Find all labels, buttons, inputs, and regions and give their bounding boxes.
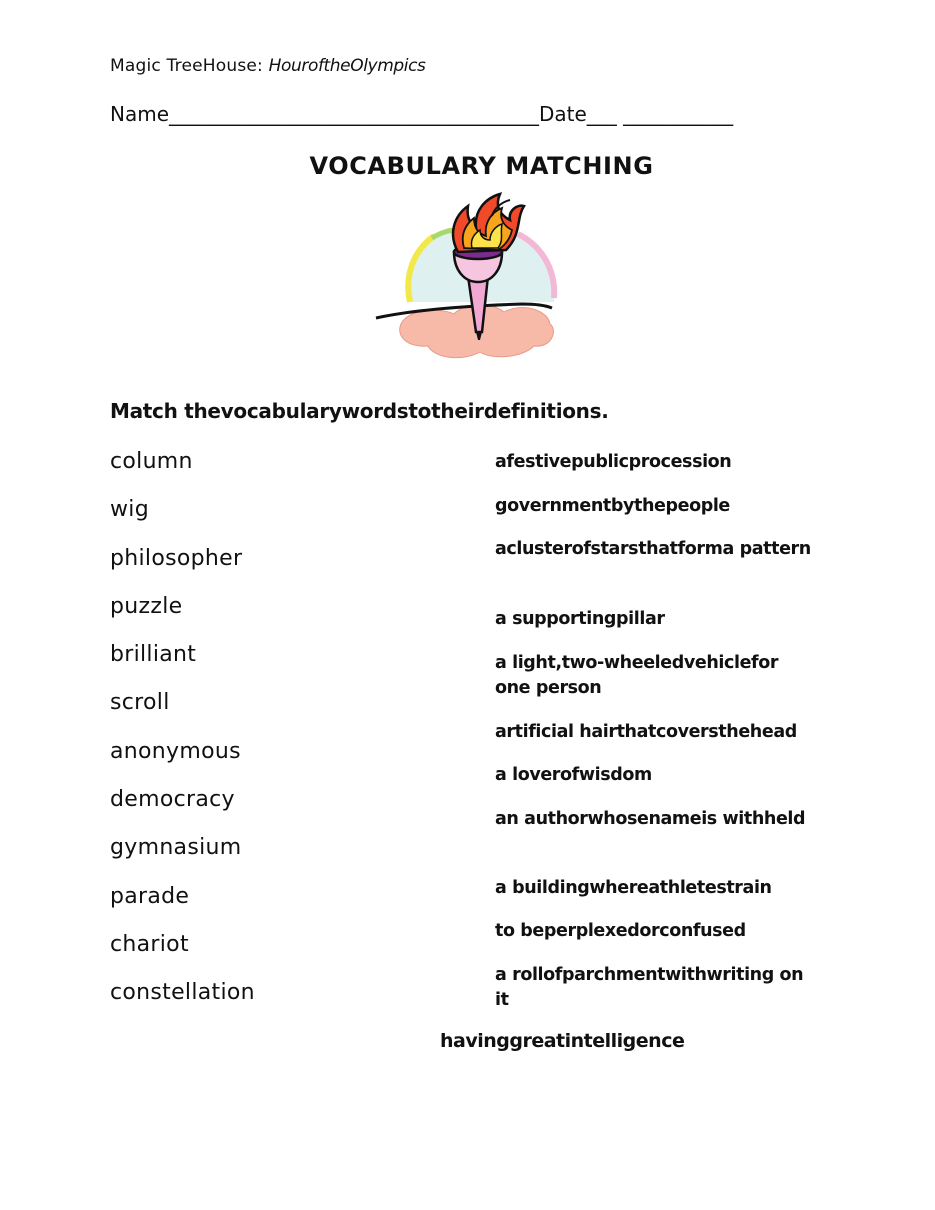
definition: artificial hairthatcoversthehead xyxy=(495,722,797,742)
vocabulary-word: parade xyxy=(110,883,190,909)
definition: a light,two-wheeledvehiclefor one person xyxy=(495,653,779,698)
book-title: HouroftheOlympics xyxy=(268,56,426,76)
worksheet-header xyxy=(110,56,425,76)
definition: havinggreatintelligence xyxy=(440,1030,685,1052)
vocabulary-word: philosopher xyxy=(110,545,243,571)
vocabulary-word: democracy xyxy=(110,787,235,813)
definition: aclusterofstarsthatforma pattern xyxy=(495,539,811,559)
definition: an authorwhosenameis withheld xyxy=(495,809,806,829)
definition: a supportingpillar xyxy=(495,609,665,629)
vocabulary-word: constellation xyxy=(110,980,255,1006)
definition: a loverofwisdom xyxy=(495,765,652,785)
instructions: Match thevocabularywordstotheirdefinitions. xyxy=(110,399,609,423)
vocabulary-word-list xyxy=(110,448,255,1028)
definition: a rollofparchmentwithwriting on it xyxy=(495,965,804,1010)
definition: afestivepublicprocession xyxy=(495,452,732,472)
vocabulary-word: column xyxy=(110,449,193,474)
definition: governmentbythepeople xyxy=(495,496,730,516)
vocabulary-word: chariot xyxy=(110,931,189,957)
series-name: Magic TreeHouse: xyxy=(110,56,263,76)
vocabulary-word: anonymous xyxy=(110,738,241,764)
name-date-line: Name_____________________________________Date___ ___________ xyxy=(110,102,734,126)
olympic-torch-icon xyxy=(372,190,562,370)
vocabulary-word: gymnasium xyxy=(110,835,242,861)
vocabulary-word: puzzle xyxy=(110,593,183,619)
vocabulary-word: scroll xyxy=(110,690,170,716)
definition: to beperplexedorconfused xyxy=(495,921,746,941)
vocabulary-word: wig xyxy=(110,497,149,523)
definition: a buildingwhereathletestrain xyxy=(495,878,772,898)
page-title: VOCABULARY MATCHING xyxy=(309,152,654,180)
definition-list xyxy=(495,450,815,1023)
vocabulary-word: brilliant xyxy=(110,642,197,668)
